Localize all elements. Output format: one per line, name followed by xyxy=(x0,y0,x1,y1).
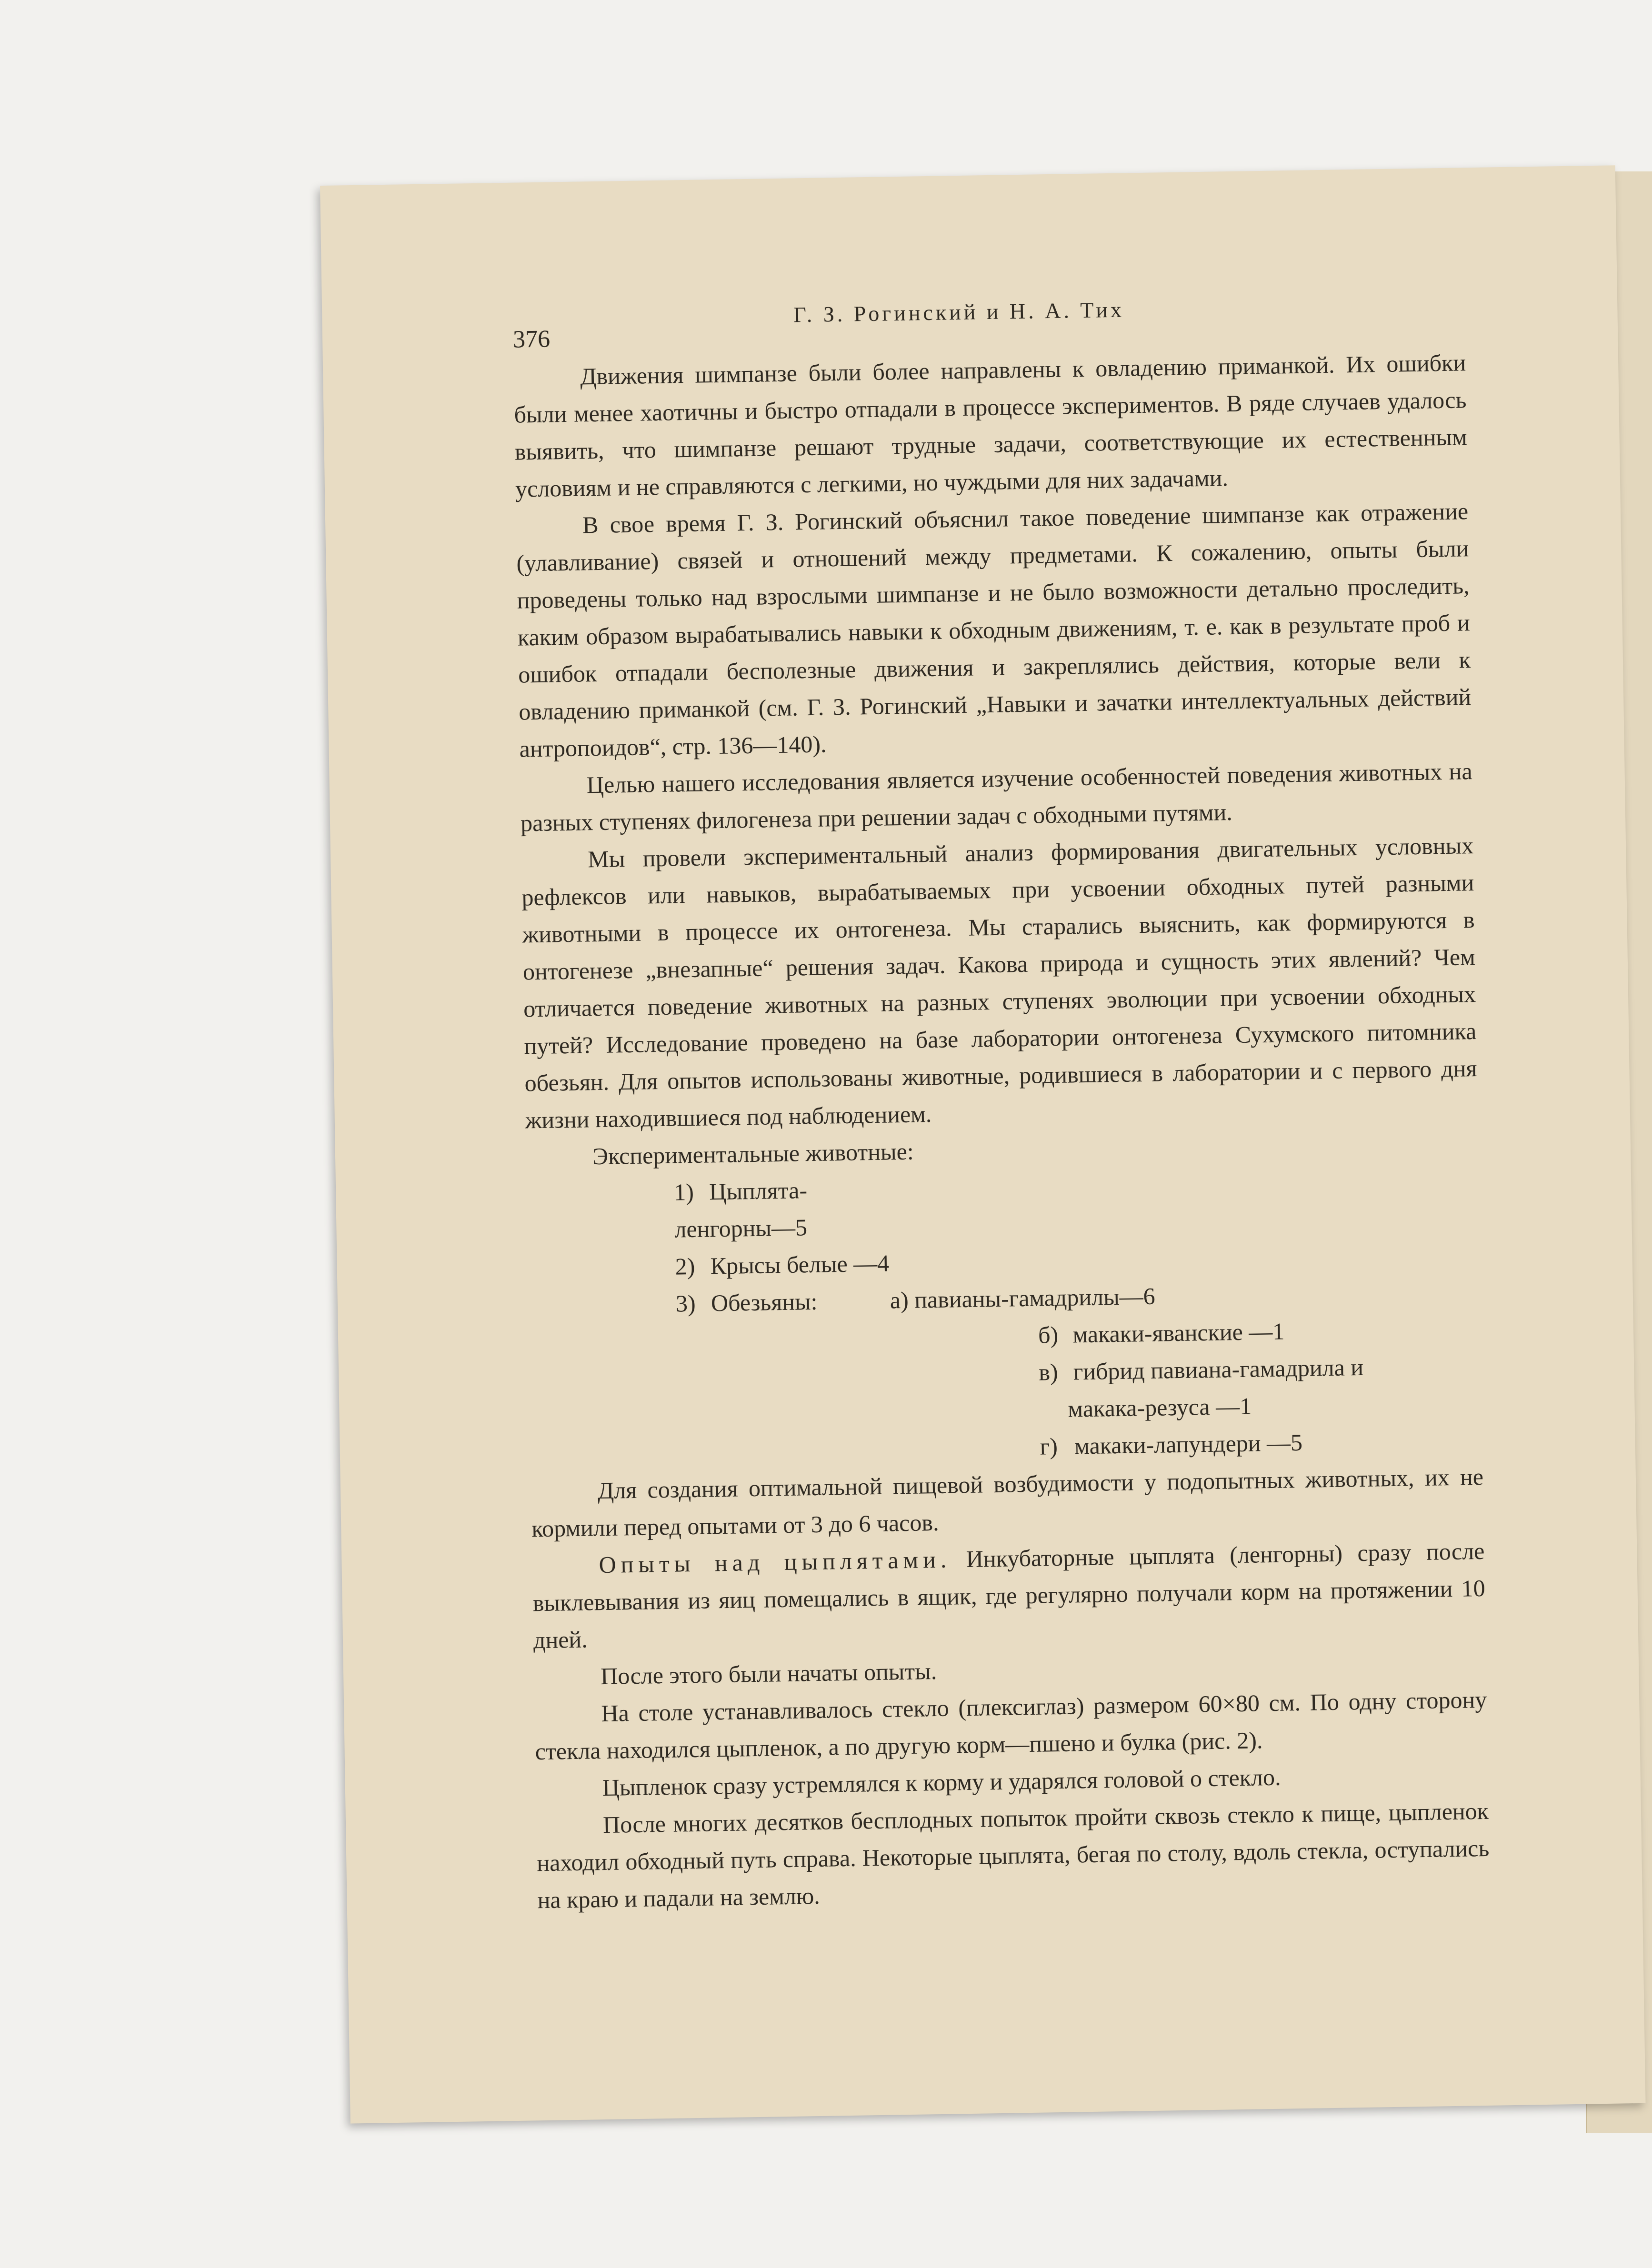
paragraph: После многих десятков бесплодных попыток пройти сквозь стекло к пище, цыпленок находил обходный путь справа. Некоторые цыплята, бегая по столу, вдоль стекла, оступались на краю и падали на землю. xyxy=(536,1797,1490,1914)
page-number: 376 xyxy=(512,325,551,353)
paragraph: Движения шимпанзе были более направлены к овладению приманкой. Их ошибки были менее хаотичны и быстро отпадали в процессе экспериментов. В ряде случаев удалось выявить, что шимпанзе решают трудные задачи, соответствующие их естественным условиям и не справляются с легкими, но чуждыми для них задачами. xyxy=(514,349,1468,502)
paragraph: Мы провели экспериментальный анализ формирования двигательных условных рефлексов или навыков, вырабатываемых при усвоении обходных путей разными животными в процессе их онтогенеза. Мы старались выяснить, как формируются в онтогенезе „внезапные“ решения задач. Какова природа и сущность этих явлений? Чем отличается поведение животных на разных ступенях эволюции при усвоении обходных путей? Исследование проведено на базе лаборатории онтогенеза Сухумского питомника обезьян. Для опытов использованы животные, родившиеся в лаборатории и с первого дня жизни находившиеся под наблюдением. xyxy=(521,832,1477,1134)
list-item-number: 1) xyxy=(673,1178,694,1206)
sub-list-letter: б) xyxy=(1038,1321,1059,1349)
book-page xyxy=(320,165,1646,2123)
running-head: Г. З. Рогинский и Н. А. Тих xyxy=(793,297,1125,327)
section-heading: Опыты над цыплятами. xyxy=(599,1546,951,1579)
list-item-text: Обезьяны: xyxy=(711,1288,818,1317)
list-item-number: 2) xyxy=(675,1252,695,1280)
paragraph: Целью нашего исследования является изучение особенностей поведения животных на разных ступенях филогенеза при решении задач с обходными путями. xyxy=(520,758,1473,837)
paragraph: В свое время Г. З. Рогинский объяснил такое поведение шимпанзе как отражение (улавливание) связей и отношений между предметами. К сожалению, опыты были проведены только над взрослыми шимпанзе и не было возможности детально проследить, каким образом вырабатывались навыки к обходным движениям, т. е. как в результате проб и ошибок отпадали бесполезные движения и закреплялись действия, которые вели к овладению приманкой (см. Г. З. Рогинский „Навыки и зачатки интеллектуальных действий антропоидов“, стр. 136—140). xyxy=(516,498,1472,762)
list-item xyxy=(526,1161,1480,1250)
sub-list-text: павианы-гамадрилы—6 xyxy=(914,1282,1156,1313)
sub-list-text: макаки-лапундери —5 xyxy=(1074,1429,1303,1459)
sub-list-item xyxy=(890,1278,1155,1319)
sub-list-text: макака-резуса —1 xyxy=(1068,1392,1252,1422)
paragraph-text: Инкубаторные цыплята (ленгорны) сразу после выклевывания из яиц помещались в ящик, где регулярно получали корм на протяжении 10 дней. xyxy=(532,1537,1485,1654)
list-item-number: 3) xyxy=(675,1289,696,1317)
page-content xyxy=(512,291,1490,1918)
paragraph xyxy=(532,1532,1486,1659)
sub-list-text: гибрид павиана-гамадрила и xyxy=(1073,1353,1364,1385)
list-item-text: Цыплята-ленгорны—5 xyxy=(674,1177,808,1243)
sub-list-letter: г) xyxy=(1040,1433,1058,1460)
sub-list-letter: в) xyxy=(1038,1358,1059,1386)
paragraph: На столе устанавливалось стекло (плексиглаз) размером 60×80 см. По одну сторону стекла находился цыпленок, а по другую корм—пшено и булка (рис. 2). xyxy=(535,1686,1487,1765)
paragraph: Для создания оптимальной пищевой возбудимости у подопытных животных, их не кормили перед опытами от 3 до 6 часов. xyxy=(531,1463,1484,1542)
paragraph: Цыпленок сразу устремлялся к корму и ударялся головой о стекло. xyxy=(602,1763,1281,1801)
sub-list-letter: а) xyxy=(890,1286,909,1314)
sub-list-text: макаки-яванские —1 xyxy=(1072,1318,1285,1348)
list-item-text: Крысы белые —4 xyxy=(710,1249,890,1279)
animals-list xyxy=(525,1124,1483,1473)
animals-list-title: Экспериментальные животные: xyxy=(592,1138,914,1170)
paragraph: После этого были начаты опыты. xyxy=(600,1658,937,1690)
